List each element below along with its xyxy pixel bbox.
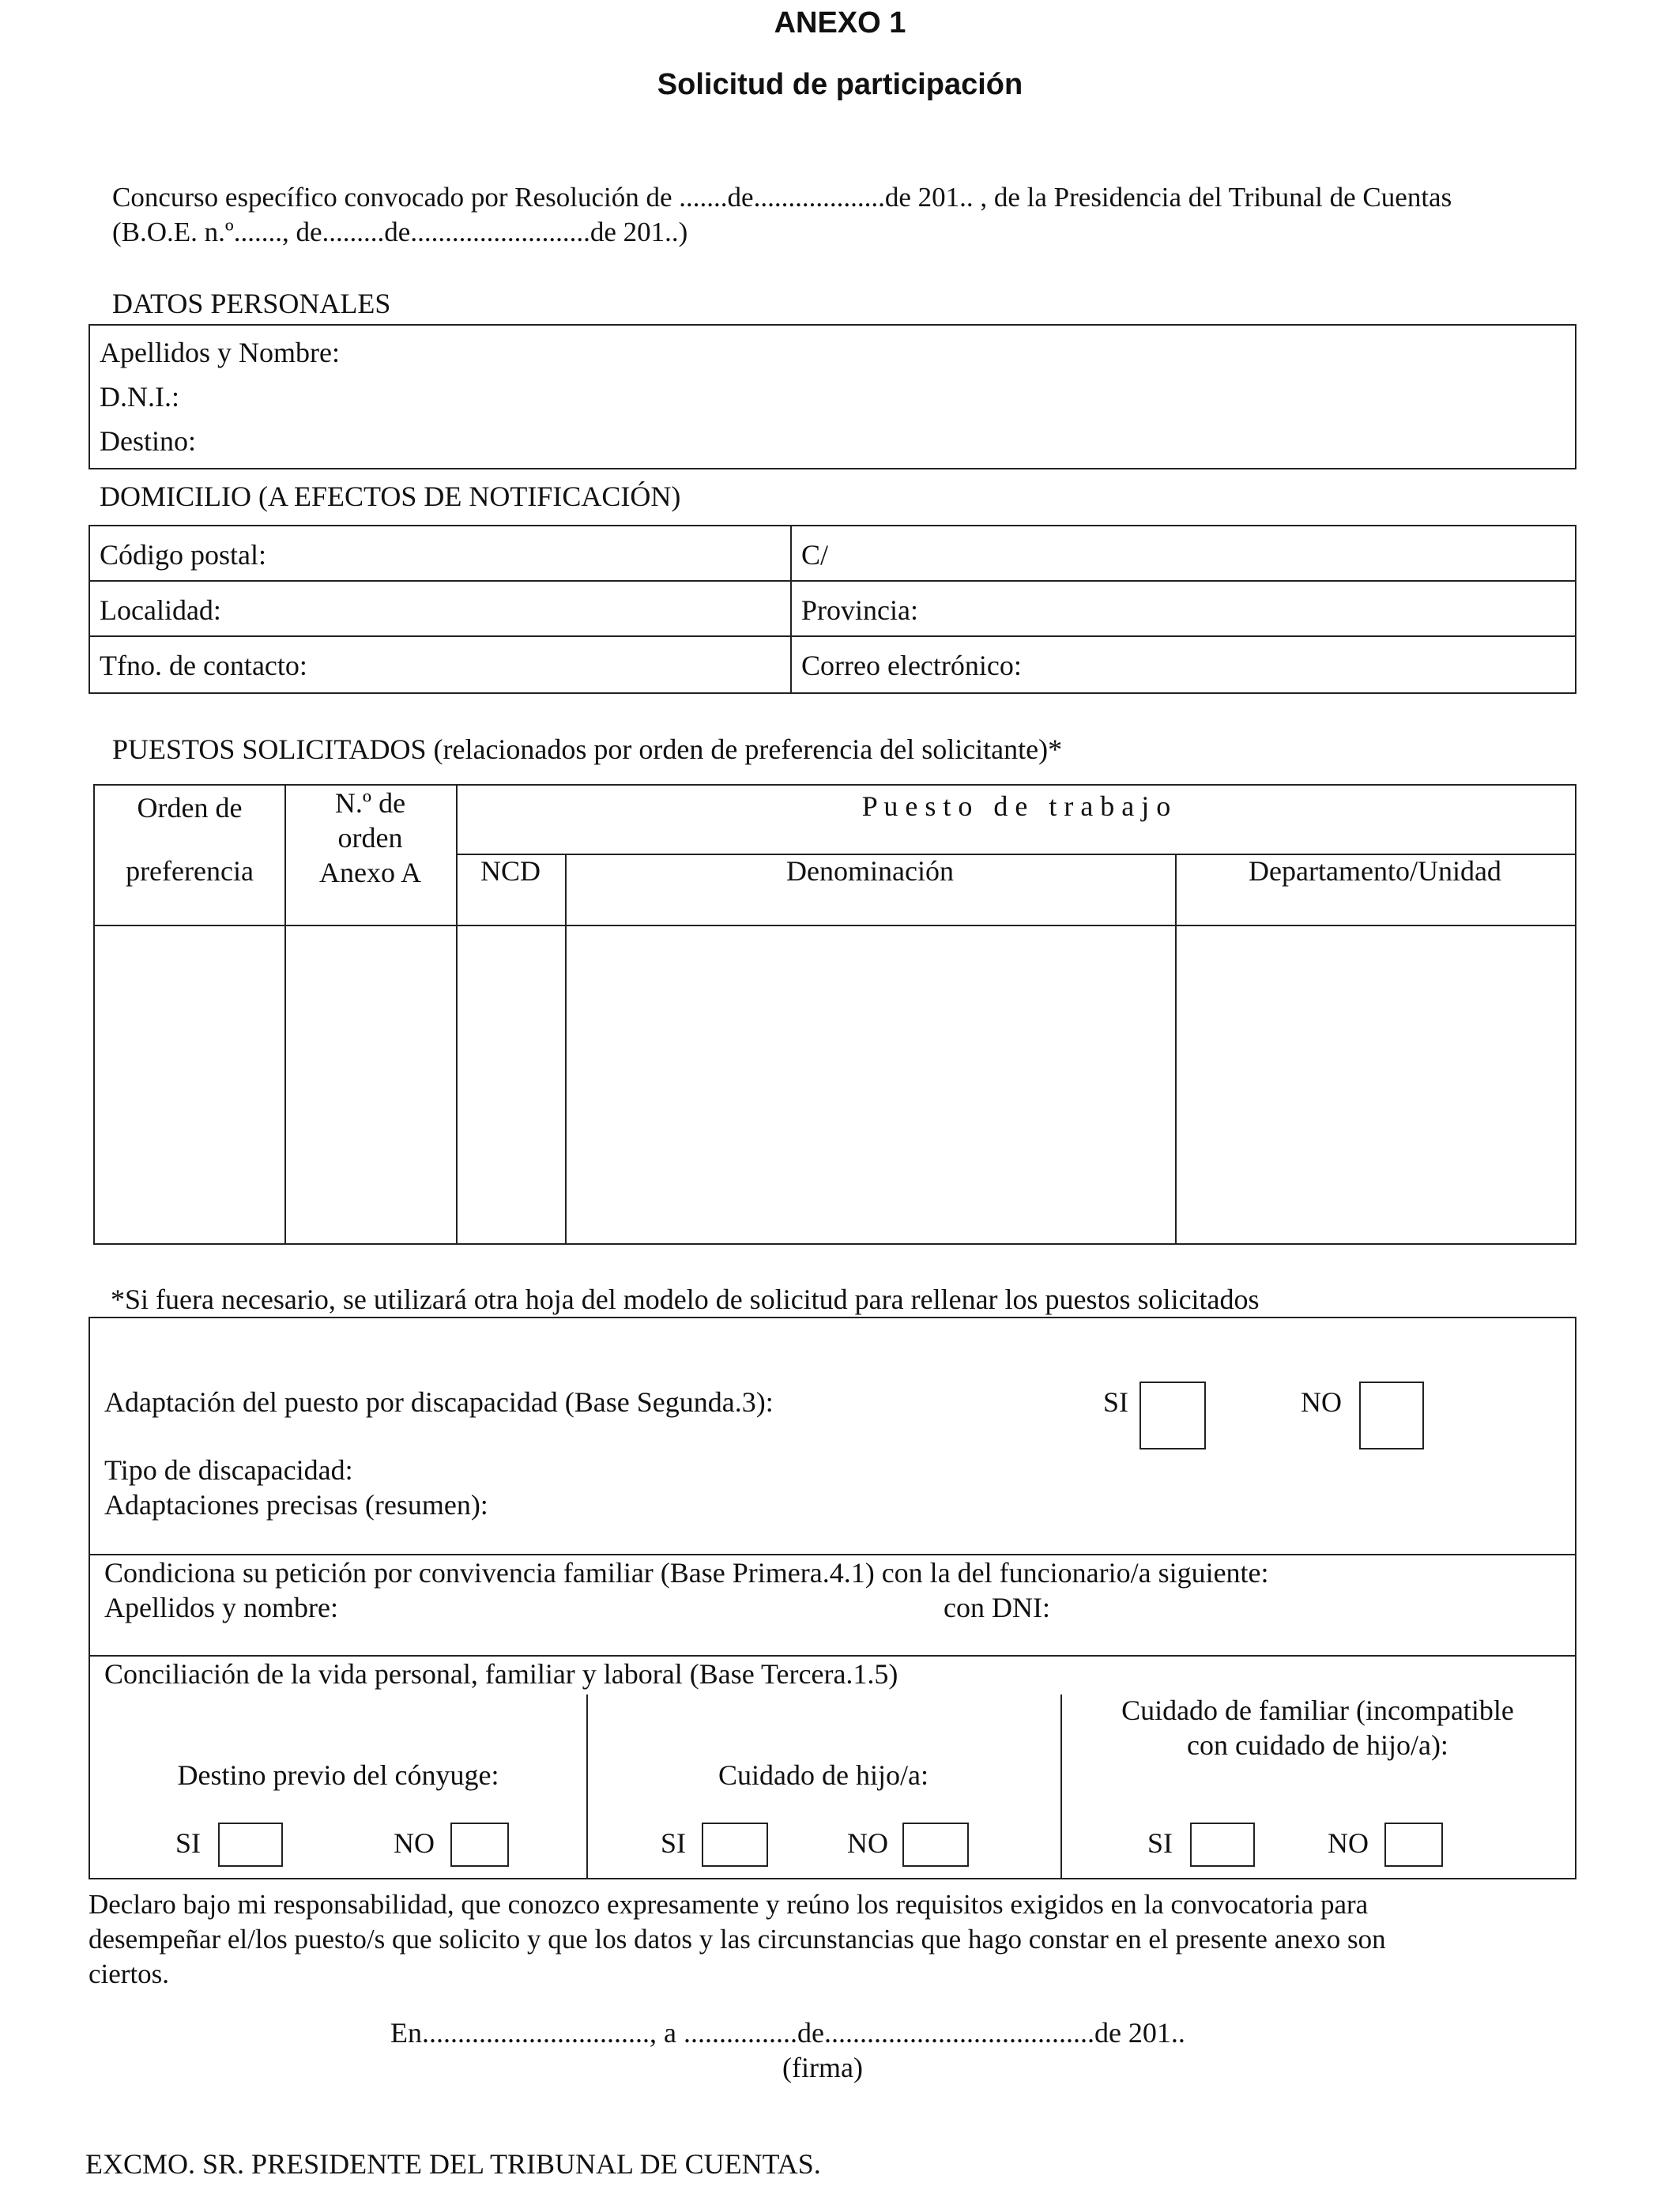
hijo-si-label: SI (661, 1827, 687, 1859)
col-departamento-header: Departamento/Unidad (1249, 855, 1501, 887)
familiar-label-1: Cuidado de familiar (incompatible (1121, 1695, 1514, 1726)
declaration-line-2: desempeñar el/los puesto/s que solicito y que los datos y las circunstancias que hago constar en el presente anexo son (89, 1924, 1386, 1955)
postal-code-label: Código postal: (100, 539, 267, 571)
hijo-no-label: NO (847, 1827, 888, 1859)
familiar-no-checkbox[interactable] (1384, 1823, 1443, 1867)
col-denominacion-header: Denominación (786, 855, 954, 887)
name-field-label: Apellidos y Nombre: (100, 337, 340, 368)
phone-label: Tfno. de contacto: (100, 650, 307, 681)
adaptacion-label: Adaptación del puesto por discapacidad (Base Segunda.3): (104, 1386, 774, 1418)
familiar-si-checkbox[interactable] (1190, 1823, 1255, 1867)
intro-line-2: (B.O.E. n.º......., de.........de..........................de 201..) (112, 217, 688, 247)
tipo-discapacidad-label: Tipo de discapacidad: (104, 1454, 353, 1486)
adaptacion-no-checkbox[interactable] (1359, 1382, 1424, 1449)
province-label: Provincia: (801, 594, 918, 626)
convivencia-line: Condiciona su petición por convivencia familiar (Base Primera.4.1) con la del funcionario/a siguiente: (104, 1557, 1269, 1589)
col-num-header-2: orden (337, 822, 403, 854)
familiar-si-label: SI (1147, 1827, 1173, 1859)
declaration-line-3: ciertos. (89, 1958, 170, 1989)
signature-label: (firma) (782, 2052, 863, 2083)
declaration-line-1: Declaro bajo mi responsabilidad, que conozco expresamente y reúno los requisitos exigidos en la convocatoria para (89, 1889, 1369, 1920)
annex-title: ANEXO 1 (774, 6, 906, 40)
street-label: C/ (801, 539, 829, 571)
puestos-note: *Si fuera necesario, se utilizará otra hoja del modelo de solicitud para rellenar los puestos solicitados (111, 1284, 1260, 1315)
conyuge-no-label: NO (394, 1827, 435, 1859)
adaptacion-si-label: SI (1103, 1386, 1129, 1418)
conciliacion-heading: Conciliación de la vida personal, familiar y laboral (Base Tercera.1.5) (104, 1658, 898, 1690)
col-orden-header-2: preferencia (126, 855, 254, 887)
conyuge-no-checkbox[interactable] (450, 1823, 509, 1867)
addressee: EXCMO. SR. PRESIDENTE DEL TRIBUNAL DE CUENTAS. (85, 2148, 821, 2180)
destino-field-label: Destino: (100, 425, 196, 457)
hijo-label: Cuidado de hijo/a: (718, 1759, 929, 1791)
adaptacion-no-label: NO (1301, 1386, 1342, 1418)
adaptacion-si-checkbox[interactable] (1139, 1382, 1206, 1449)
form-subtitle: Solicitud de participación (657, 68, 1023, 101)
puestos-heading: PUESTOS SOLICITADOS (relacionados por orden de preferencia del solicitante)* (112, 733, 1063, 765)
conyuge-si-label: SI (175, 1827, 202, 1859)
domicilio-heading: DOMICILIO (A EFECTOS DE NOTIFICACIÓN) (100, 481, 681, 512)
hijo-si-checkbox[interactable] (702, 1823, 768, 1867)
conyuge-si-checkbox[interactable] (218, 1823, 283, 1867)
email-label: Correo electrónico: (801, 650, 1022, 681)
intro-line-1: Concurso específico convocado por Resolución de .......de...................de 201.. , de la Presidencia del Tribunal de Cuentas (112, 182, 1452, 213)
hijo-no-checkbox[interactable] (902, 1823, 969, 1867)
domicilio-table (89, 525, 1576, 694)
col-puesto-header: P u e s t o d e t r a b a j o (861, 790, 1171, 822)
col-ncd-header: NCD (480, 855, 541, 887)
col-num-header-3: Anexo A (319, 857, 421, 888)
place-date-line: En................................, a ................de......................................de 201.. (390, 2017, 1185, 2049)
convivencia-name-label: Apellidos y nombre: (104, 1592, 338, 1623)
col-orden-header-1: Orden de (137, 792, 243, 824)
conyuge-label: Destino previo del cónyuge: (177, 1759, 499, 1791)
puestos-table (93, 784, 1576, 1245)
locality-label: Localidad: (100, 594, 221, 626)
adaptaciones-label: Adaptaciones precisas (resumen): (104, 1489, 488, 1521)
familiar-no-label: NO (1328, 1827, 1369, 1859)
personal-heading: DATOS PERSONALES (112, 288, 391, 319)
convivencia-dni-label: con DNI: (944, 1592, 1050, 1623)
personal-data-box (89, 324, 1576, 469)
familiar-label-2: con cuidado de hijo/a): (1187, 1729, 1448, 1761)
col-num-header-1: N.º de (334, 787, 406, 819)
dni-field-label: D.N.I.: (100, 381, 179, 413)
